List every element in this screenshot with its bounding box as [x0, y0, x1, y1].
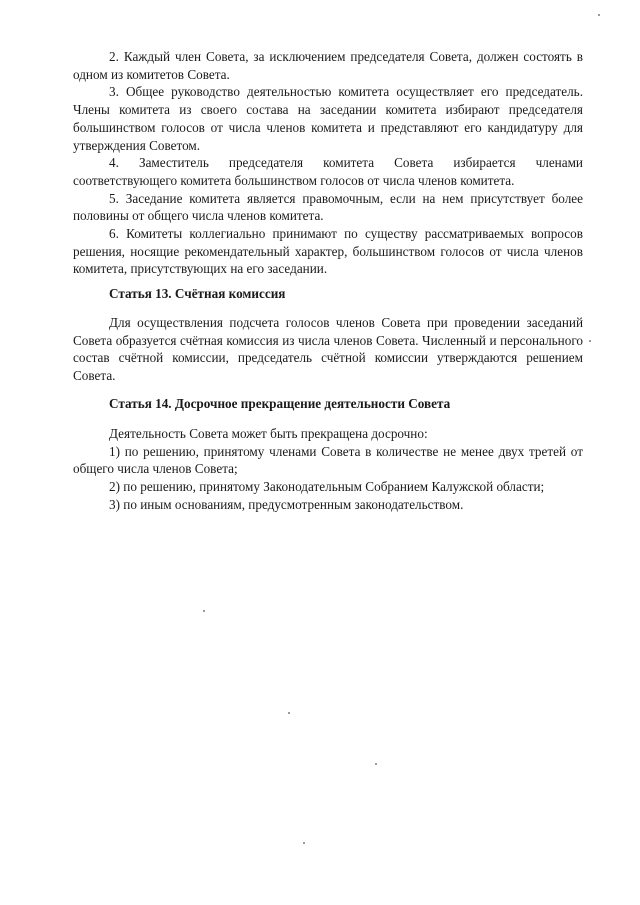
article-14-heading-block — [73, 395, 583, 413]
paragraph-item-3: 3. Общее руководство деятельностью комитета осуществляет его председатель. Члены комитета из своего состава на заседании комитета избирают председателя большинством голосов от числа членов комитета и представляют его кандидатуру для утверждения Советом. — [73, 84, 583, 153]
article-14-item-3: 3) по иным основаниям, предусмотренным законодательством. — [109, 496, 464, 512]
article-13-paragraph: Для осуществления подсчета голосов членов Совета при проведении заседаний Совета образуется счётная комиссия из числа членов Совета. Численный и персонального состав счётной комиссии, председатель счётной комиссии утверждаются решением Совета. — [73, 315, 583, 384]
article-13-body — [73, 314, 583, 385]
scan-speck — [598, 14, 600, 16]
scan-speck — [589, 340, 591, 342]
scan-speck — [288, 712, 290, 714]
paragraph-item-5: 5. Заседание комитета является правомочным, если на нем присутствует более половины от общего числа членов комитета. — [73, 190, 583, 224]
scan-speck — [303, 842, 305, 844]
article-13-heading-block — [73, 285, 583, 303]
article-14-heading: Статья 14. Досрочное прекращение деятельности Совета — [109, 396, 451, 411]
article-13-heading: Статья 13. Счётная комиссия — [109, 286, 286, 301]
paragraph-item-2: 2. Каждый член Совета, за исключением председателя Совета, должен состоять в одном из комитетов Совета. — [73, 49, 583, 82]
paragraph-item-4: 4. Заместитель председателя комитета Совета избирается членами соответствующего комитета большинством голосов от числа членов комитета. — [73, 155, 583, 188]
article-14-intro: Деятельность Совета может быть прекращена досрочно: — [109, 426, 428, 441]
scan-speck — [375, 763, 377, 765]
article-14-item-2: 2) по решению, принятому Законодательным Собранием Калужской области; — [109, 479, 545, 495]
paragraph-item-6: 6. Комитеты коллегиально принимают по существу рассматриваемых вопросов решения, носящие рекомендательный характер, большинством голосов от числа членов комитета, присутствующих на его заседании. — [73, 226, 583, 277]
scan-speck — [203, 610, 205, 612]
article-14-body — [73, 425, 583, 514]
article-12-continued — [73, 48, 583, 278]
article-14-item-1: 1) по решению, принятому членами Совета в количестве не менее двух третей от общего числа членов Совета; — [73, 443, 583, 477]
